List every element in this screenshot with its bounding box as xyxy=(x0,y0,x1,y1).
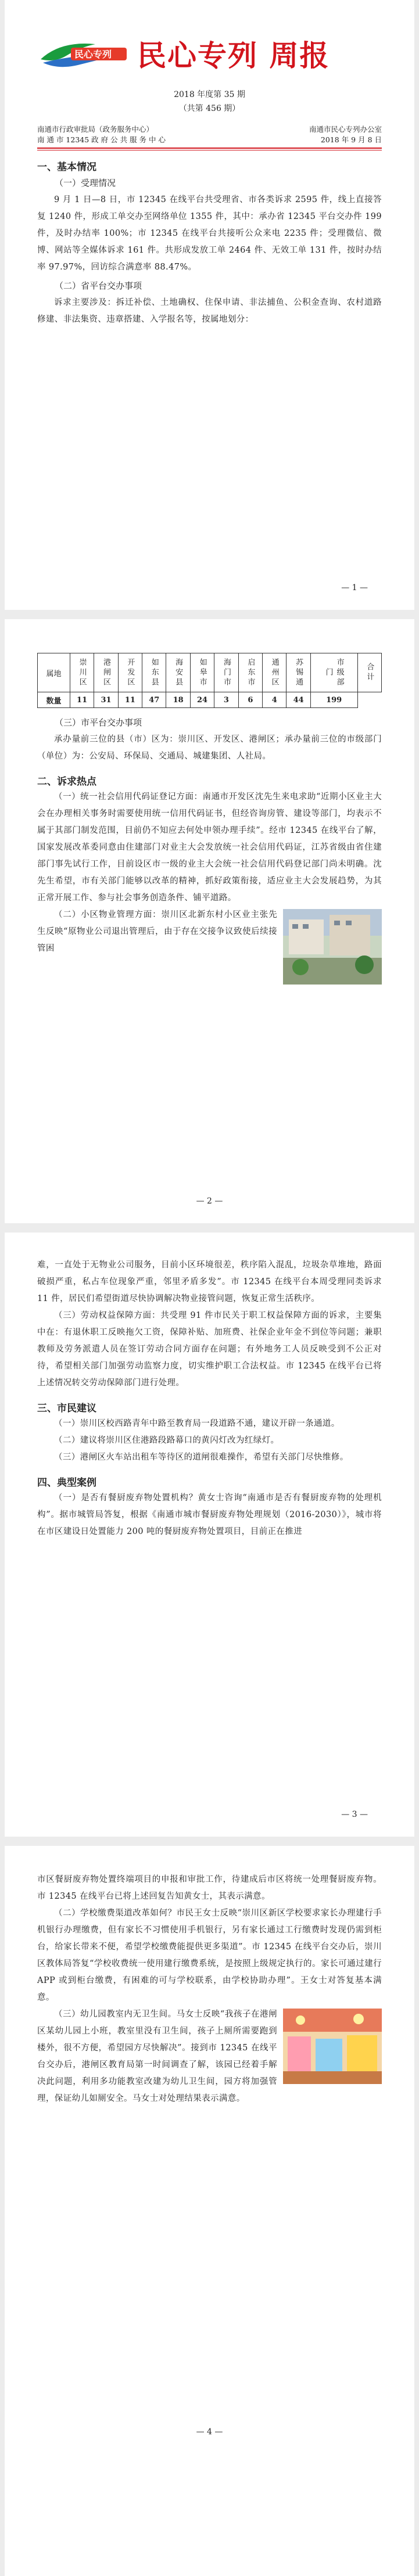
paragraph: 9 月 1 日—8 日，市 12345 在线平台共受理省、市各类诉求 2595 件，线上直接答复 1240 件，形成工单交办至网络单位 1355 件，其中：承办省 12345 平台交办件 199 件，及时办结率 100%；市 12345 在线平台共接听公众来电 2235 件；受理微信、微博、网站等全媒体诉求 161 件。共形成发放工单 2464 件、无效工单 131 件，按时办结率 97.97%，回访综合满意率 88.47%。 xyxy=(37,195,382,272)
page-2 xyxy=(5,619,414,1223)
table-header-row xyxy=(38,653,382,692)
red-divider xyxy=(37,148,382,150)
subsection-heading: （二）省平台交办事项 xyxy=(55,281,142,291)
issue-date: 2018 年 9 月 8 日 xyxy=(320,135,382,144)
district-table xyxy=(37,653,382,708)
table-column-header: 合计 xyxy=(357,653,381,692)
table-cell: 31 xyxy=(94,692,118,708)
org-approval-bureau: 南通市行政审批局（政务服务中心） xyxy=(37,125,154,134)
table-cell: 11 xyxy=(70,692,94,708)
subsection-heading: （三）市平台交办事项 xyxy=(55,717,142,728)
issuing-organizations xyxy=(37,124,382,145)
report-header xyxy=(37,0,382,87)
org-12345-center: 南 通 市 12345 政 府 公 共 服 务 中 心 xyxy=(37,135,166,144)
paragraph: （二）小区物业管理方面：崇川区北新东村小区业主张先生反映“原物业公司退出管理后，由于存在交接争议致使后续接管困 xyxy=(37,910,277,953)
paragraph: （一）是否有餐厨废弃物处置机构？黄女士咨询“南通市是否有餐厨废弃物的处理机构”。据市城管局答复，根据《南通市城市餐厨废弃物处理规划（2016-2030）》，城市将在市区建设日处置能力 200 吨的餐厨废弃物处置项目，目前正在推进 xyxy=(37,1493,382,1536)
table-column-header: 市级部门 xyxy=(310,653,357,692)
table-column-header: 通州区 xyxy=(263,653,287,692)
table-row-label: 数量 xyxy=(38,692,70,708)
paragraph: （二）建议将崇川区住港路段路幕口的黄闪灯改为红绿灯。 xyxy=(54,1436,280,1445)
table-cell: 199 xyxy=(310,692,357,708)
table-cell: 44 xyxy=(287,692,310,708)
paragraph: （三）幼儿园教室内无卫生间。马女士反映“我孩子在港闸区某幼儿园上小班，教室里没有卫生间，孩子上厕所需要跑到楼外，很不方便，希望园方尽快解决”。接到市 12345 在线平台交办后，港闸区教育局第一时间调查了解，该园已经着手解决此问题，利用多功能教室改建为幼儿卫生间，园方将加强管理，保证幼儿如厕安全。马女士对处理结果表示满意。 xyxy=(37,2010,277,2103)
page-number: — 2 — xyxy=(196,1197,223,1206)
paragraph: 承办量前三位的县（市）区为：崇川区、开发区、港闸区；承办量前三位的市级部门（单位）为：公安局、环保局、交通局、城建集团、人社局。 xyxy=(37,735,382,761)
table-column-header: 开发区 xyxy=(118,653,142,692)
page-number: — 4 — xyxy=(196,2427,223,2437)
paragraph: （三）港闸区火车站出租车等待区的道闸很难操作，希望有关部门尽快维修。 xyxy=(54,1453,349,1462)
org-minxin-office: 南通市民心专列办公室 xyxy=(309,125,382,134)
paragraph: 市区餐厨废弃物处置终端项目的申报和审批工作，待建成后市区将统一处理餐厨废弃物。市 12345 在线平台已将上述回复告知黄女士，其表示满意。 xyxy=(37,1875,382,1901)
table-cell: 18 xyxy=(166,692,190,708)
page-number: — 3 — xyxy=(341,1810,368,1819)
minxin-logo xyxy=(37,36,130,71)
kindergarten-photo xyxy=(283,2009,382,2084)
table-cell: 47 xyxy=(142,692,166,708)
table-corner-header: 属地 xyxy=(38,653,70,692)
page-4 xyxy=(5,1846,414,2576)
table-column-header: 苏锡通 xyxy=(287,653,310,692)
table-row xyxy=(38,692,382,708)
paragraph: （一）崇川区校西路青年中路至教育局一段道路不通，建议开辟一条通道。 xyxy=(54,1419,340,1428)
issue-number: 2018 年度第 35 期 xyxy=(174,90,245,99)
table-column-header: 如皋市 xyxy=(190,653,214,692)
table-column-header: 海门市 xyxy=(214,653,238,692)
page-1 xyxy=(5,0,414,610)
table-cell: 11 xyxy=(118,692,142,708)
table-column-header: 港闸区 xyxy=(94,653,118,692)
section-heading: 一、基本情况 xyxy=(37,161,96,173)
section-heading: 四、典型案例 xyxy=(37,1477,96,1489)
page-number: — 1 — xyxy=(341,583,368,592)
table-cell: 3 xyxy=(214,692,238,708)
issue-total: （共第 456 期） xyxy=(178,104,241,113)
community-photo xyxy=(283,909,382,985)
section-heading: 二、诉求热点 xyxy=(37,776,96,788)
paragraph: 诉求主要涉及：拆迁补偿、土地确权、住保申请、非法捕鱼、公积金查询、农村道路修建、非法集资、违章搭建、入学报名等，按属地划分： xyxy=(37,298,382,324)
banner-title: 民心专列 周报 xyxy=(137,39,330,73)
table-column-header: 崇川区 xyxy=(70,653,94,692)
section-heading: 三、市民建议 xyxy=(37,1403,96,1414)
paragraph: 难，一直处于无物业公司服务，目前小区环境很差，秩序陷入混乱，垃圾杂草堆地，路面破损严重，私占车位现象严重，邻里矛盾多发”。市 12345 在线平台本周受理同类诉求 11 件，居民们希望街道尽快协调解决物业接管问题，恢复正常生活秩序。 xyxy=(37,1260,382,1303)
table-column-header: 海安县 xyxy=(166,653,190,692)
table-column-header: 启东市 xyxy=(238,653,262,692)
svg-text:民心专列: 民心专列 xyxy=(74,49,112,60)
paragraph: （三）劳动权益保障方面：共受理 91 件市民关于职工权益保障方面的诉求，主要集中在：有退休职工反映拖欠工资，保障补贴、加班费、社保企业年金不到位等问题；兼职教师及劳务派遣人员在签订劳动合同方面存在问题；有外地务工人员反映受到不公正对待，希望相关部门加强劳动监察力度，切实维护职工合法权益。市 12345 在线平台已将上述情况转交劳动保障部门进行处理。 xyxy=(37,1311,382,1388)
paragraph: （二）学校缴费渠道改革如何？市民王女士反映“崇川区新区学校要求家长办理建行手机银行办理缴费，但有家长不习惯使用手机银行，另有家长通过工行缴费时发现仍需到柜台，给家长带来不便，希望学校缴费能提供更多渠道”。市 12345 在线平台交办后，崇川区教体局答复“学校收费统一使用建行缴费系统，是按照上级规定执行的。家长可通过建行 APP 或到柜台缴费，有困难的可与学校联系，由学校协助办理”。王女士对答复基本满意。 xyxy=(37,1909,382,2002)
subsection-heading: （一）受理情况 xyxy=(55,178,116,188)
table-cell: 4 xyxy=(263,692,287,708)
paragraph: （一）统一社会信用代码证登记方面：南通市开发区沈先生来电求助“近期小区业主大会在办理相关事务时需要使用统一信用代码证书，但经咨询房管、建设等部门，均表示不属于其部门制发范围，目前仍不知应去何处申领办理手续”。经市 12345 在线平台了解，国家发展改革委同意由住建部门对业主大会发放统一社会信用代码证，江苏省级由省住建部门事先试行工作，目前设区市一级的业主大会统一社会信用代码登记部门尚未明确。沈先生希望，市有关部门能够以改革的精神，抓好政策衔接，适应业主大会发展趋势，为其正常开展工作、参与社会事务创造条件、铺平道路。 xyxy=(37,792,382,903)
page-3 xyxy=(5,1233,414,1837)
table-cell: 24 xyxy=(190,692,214,708)
table-cell: 6 xyxy=(238,692,262,708)
table-column-header: 如东县 xyxy=(142,653,166,692)
